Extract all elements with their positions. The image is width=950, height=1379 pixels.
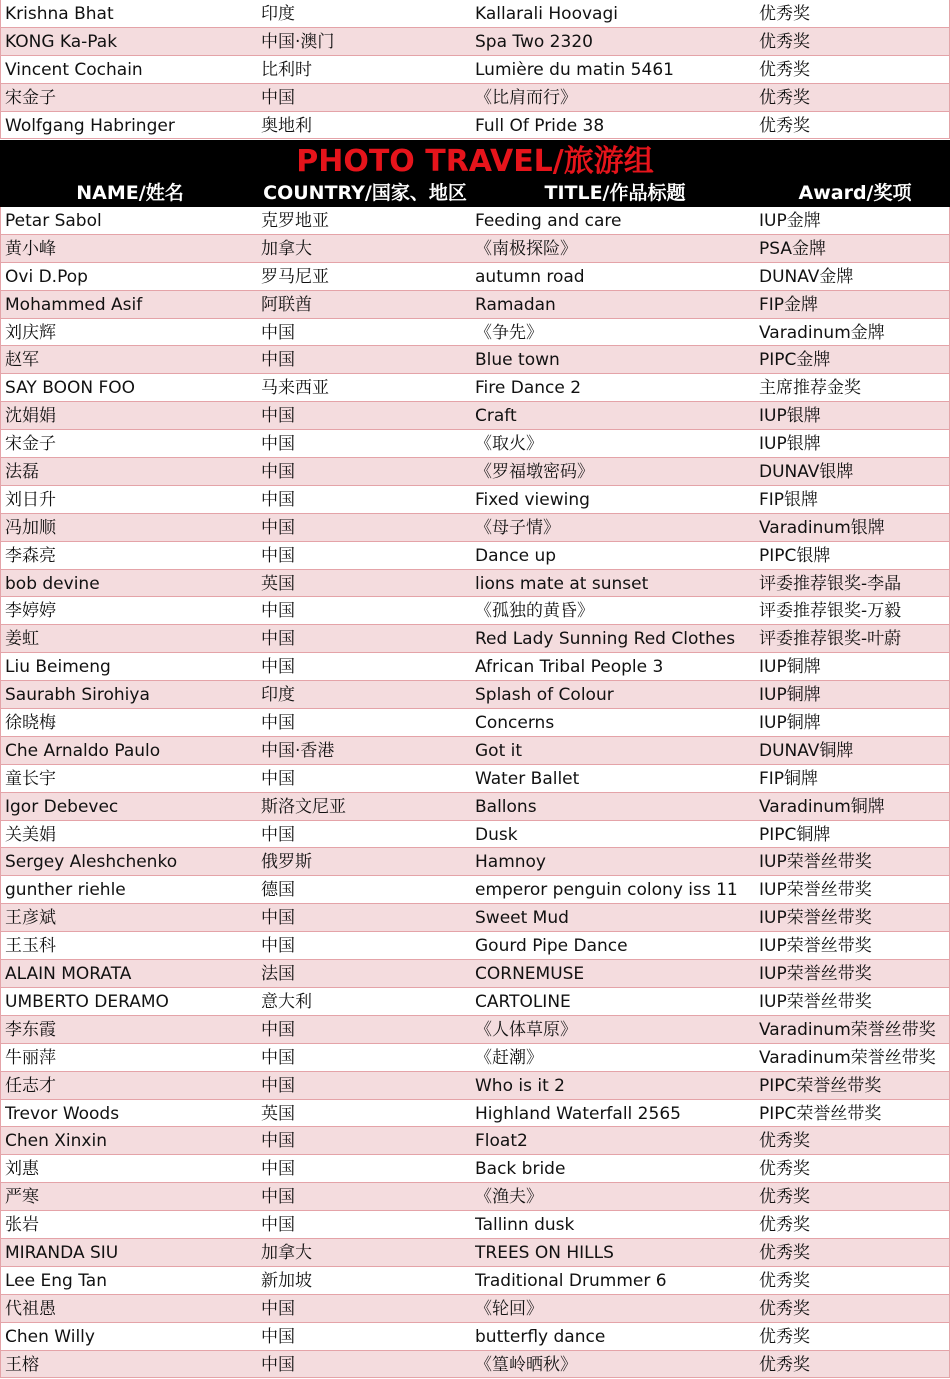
cell-award: PSA金牌	[759, 238, 826, 259]
cell-name: 童长宇	[5, 768, 56, 789]
cell-name: 严寒	[5, 1187, 39, 1208]
cell-award: 优秀奖	[759, 4, 810, 24]
cell-award: IUP金牌	[759, 211, 821, 231]
column-header-country: COUNTRY/国家、地区	[263, 182, 467, 204]
cell-name: Lee Eng Tan	[5, 1270, 107, 1291]
cell-name: ALAIN MORATA	[5, 964, 132, 985]
cell-country: 印度	[261, 4, 295, 24]
cell-country: 罗马尼亚	[261, 266, 329, 287]
table-row	[0, 904, 950, 932]
table-row	[0, 1072, 950, 1100]
table-row	[0, 932, 950, 960]
cell-award: 优秀奖	[759, 1298, 810, 1319]
cell-award: FIP银牌	[759, 489, 819, 510]
cell-award: DUNAV铜牌	[759, 740, 854, 761]
cell-country: 马来西亚	[261, 378, 329, 399]
table-row	[0, 625, 950, 653]
cell-title: 《孤独的黄昏》	[475, 601, 594, 622]
cell-name: 李东霞	[5, 1019, 56, 1040]
table-row	[0, 402, 950, 430]
cell-title: 《赶潮》	[475, 1047, 543, 1068]
table-row	[0, 793, 950, 821]
cell-title: Lumière du matin 5461	[475, 59, 674, 80]
cell-country: 中国	[261, 936, 295, 957]
table-row	[0, 84, 950, 112]
cell-title: 《罗福墩密码》	[475, 462, 594, 483]
cell-country: 中国	[261, 489, 295, 510]
table-row	[0, 1239, 950, 1267]
cell-name: UMBERTO DERAMO	[5, 991, 169, 1012]
cell-title: butterfly dance	[475, 1326, 606, 1347]
cell-country: 俄罗斯	[261, 852, 312, 873]
table-row	[0, 1295, 950, 1323]
cell-name: 姜虹	[5, 629, 39, 650]
table-row	[0, 514, 950, 542]
cell-title: lions mate at sunset	[475, 573, 649, 594]
cell-country: 法国	[261, 964, 295, 985]
cell-name: 牛丽萍	[5, 1047, 56, 1068]
cell-country: 中国	[261, 601, 295, 622]
cell-award: PIPC银牌	[759, 545, 831, 566]
cell-award: IUP荣誉丝带奖	[759, 936, 872, 957]
cell-title: Highland Waterfall 2565	[475, 1103, 681, 1124]
cell-country: 比利时	[261, 59, 312, 80]
cell-country: 中国	[261, 1215, 295, 1236]
table-row	[0, 681, 950, 709]
cell-award: IUP银牌	[759, 434, 821, 455]
cell-country: 中国	[261, 1159, 295, 1180]
cell-title: Red Lady Sunning Red Clothes	[475, 629, 736, 650]
table-row	[0, 263, 950, 291]
cell-country: 中国	[261, 434, 295, 455]
cell-title: Fixed viewing	[475, 489, 590, 510]
cell-title: Sweet Mud	[475, 908, 569, 929]
cell-title: Full Of Pride 38	[475, 115, 605, 136]
cell-name: 法磊	[5, 462, 39, 483]
cell-title: Gourd Pipe Dance	[475, 936, 628, 957]
cell-title: Tallinn dusk	[475, 1215, 575, 1236]
cell-award: IUP荣誉丝带奖	[759, 908, 872, 929]
cell-name: Petar Sabol	[5, 211, 102, 231]
cell-country: 中国·澳门	[261, 31, 335, 52]
cell-country: 意大利	[261, 991, 312, 1012]
cell-title: Hamnoy	[475, 852, 546, 873]
cell-name: 徐晓梅	[5, 713, 56, 734]
table-row	[0, 765, 950, 793]
cell-name: 王榕	[5, 1354, 39, 1375]
cell-award: 主席推荐金奖	[759, 378, 861, 399]
cell-name: 关美娟	[5, 824, 56, 845]
cell-name: 王玉科	[5, 936, 56, 957]
cell-name: 李森亮	[5, 545, 56, 566]
cell-name: 任志才	[5, 1075, 56, 1096]
cell-award: 优秀奖	[759, 1242, 810, 1263]
cell-country: 中国	[261, 1326, 295, 1347]
cell-title: Dusk	[475, 824, 518, 845]
table-row	[0, 597, 950, 625]
cell-country: 奥地利	[261, 115, 312, 136]
table-row	[0, 542, 950, 570]
cell-award: 评委推荐银奖-叶蔚	[759, 629, 902, 650]
cell-award: IUP荣誉丝带奖	[759, 991, 872, 1012]
cell-award: DUNAV金牌	[759, 266, 854, 287]
cell-title: 《母子情》	[475, 517, 560, 538]
cell-award: 优秀奖	[759, 1270, 810, 1291]
cell-title: Spa Two 2320	[475, 31, 593, 52]
cell-award: DUNAV银牌	[759, 462, 854, 483]
cell-title: 《比肩而行》	[475, 87, 577, 108]
cell-name: 张岩	[5, 1215, 39, 1236]
cell-award: IUP荣誉丝带奖	[759, 852, 872, 873]
table-row	[0, 458, 950, 486]
cell-award: 优秀奖	[759, 31, 810, 52]
cell-country: 中国	[261, 1075, 295, 1096]
table-row	[0, 570, 950, 598]
table-row	[0, 848, 950, 876]
cell-name: Che Arnaldo Paulo	[5, 740, 161, 761]
cell-title: Back bride	[475, 1159, 566, 1180]
table-row	[0, 1211, 950, 1239]
cell-country: 中国	[261, 87, 295, 108]
table-row	[0, 56, 950, 84]
cell-award: 优秀奖	[759, 1326, 810, 1347]
cell-name: KONG Ka-Pak	[5, 31, 118, 52]
cell-title: 《人体草原》	[475, 1019, 577, 1040]
cell-title: 《南极探险》	[475, 238, 577, 259]
table-row	[0, 737, 950, 765]
cell-title: 《取火》	[475, 434, 543, 455]
cell-title: Water Ballet	[475, 768, 580, 789]
cell-country: 加拿大	[261, 1242, 312, 1263]
cell-award: IUP铜牌	[759, 657, 821, 678]
cell-name: 李婷婷	[5, 601, 56, 622]
cell-name: 沈娟娟	[5, 406, 56, 427]
table-row	[0, 988, 950, 1016]
cell-title: Ramadan	[475, 294, 556, 315]
cell-country: 中国	[261, 629, 295, 650]
cell-name: 赵军	[5, 350, 39, 371]
cell-award: IUP银牌	[759, 406, 821, 427]
cell-title: Splash of Colour	[475, 685, 614, 706]
cell-name: 刘惠	[5, 1159, 39, 1180]
cell-name: Krishna Bhat	[5, 4, 114, 24]
table-row	[0, 709, 950, 737]
cell-award: PIPC荣誉丝带奖	[759, 1103, 882, 1124]
cell-country: 克罗地亚	[261, 211, 329, 231]
cell-award: 优秀奖	[759, 1159, 810, 1180]
cell-title: Kallarali Hoovagi	[475, 4, 618, 24]
cell-country: 中国	[261, 1047, 295, 1068]
cell-title: African Tribal People 3	[475, 657, 664, 678]
cell-name: Wolfgang Habringer	[5, 115, 175, 136]
column-header-name: NAME/姓名	[76, 182, 184, 204]
cell-title: autumn road	[475, 266, 585, 287]
cell-country: 中国	[261, 908, 295, 929]
cell-country: 中国·香港	[261, 740, 335, 761]
cell-title: CARTOLINE	[475, 991, 571, 1012]
cell-country: 中国	[261, 462, 295, 483]
cell-country: 英国	[261, 1103, 295, 1124]
table-row	[0, 346, 950, 374]
cell-name: Liu Beimeng	[5, 657, 111, 678]
cell-title: Got it	[475, 740, 523, 761]
cell-country: 中国	[261, 406, 295, 427]
cell-title: Traditional Drummer 6	[475, 1270, 667, 1291]
cell-country: 中国	[261, 1187, 295, 1208]
cell-award: 优秀奖	[759, 1354, 810, 1375]
cell-name: Mohammed Asif	[5, 294, 143, 315]
table-row	[0, 207, 950, 235]
table-row	[0, 821, 950, 849]
cell-award: 优秀奖	[759, 1187, 810, 1208]
cell-name: 王彦斌	[5, 908, 56, 929]
cell-name: bob devine	[5, 573, 100, 594]
table-row	[0, 1100, 950, 1128]
cell-country: 斯洛文尼亚	[261, 796, 346, 817]
cell-name: 宋金子	[5, 87, 56, 108]
cell-award: 评委推荐银奖-李晶	[759, 573, 902, 594]
cell-title: 《篁岭晒秋》	[475, 1354, 577, 1375]
cell-award: 优秀奖	[759, 1215, 810, 1236]
cell-award: 优秀奖	[759, 59, 810, 80]
cell-name: SAY BOON FOO	[5, 378, 135, 399]
cell-country: 中国	[261, 1298, 295, 1319]
table-row	[0, 1155, 950, 1183]
cell-award: Varadinum荣誉丝带奖	[759, 1019, 936, 1040]
cell-country: 新加坡	[261, 1270, 312, 1291]
cell-award: IUP铜牌	[759, 685, 821, 706]
cell-title: Craft	[475, 406, 517, 427]
table-row	[0, 1127, 950, 1155]
cell-country: 中国	[261, 350, 295, 371]
cell-name: Trevor Woods	[5, 1103, 120, 1124]
cell-award: FIP金牌	[759, 294, 819, 315]
cell-name: Chen Willy	[5, 1326, 95, 1347]
cell-name: MIRANDA SIU	[5, 1242, 119, 1263]
table-row	[0, 1351, 950, 1379]
table-row	[0, 235, 950, 263]
cell-name: Saurabh Sirohiya	[5, 685, 150, 706]
cell-name: Igor Debevec	[5, 796, 119, 817]
cell-name: 黄小峰	[5, 238, 56, 259]
table-row	[0, 486, 950, 514]
cell-country: 中国	[261, 824, 295, 845]
table-row	[0, 1016, 950, 1044]
cell-name: Ovi D.Pop	[5, 266, 88, 287]
cell-award: 优秀奖	[759, 115, 810, 136]
cell-name: Vincent Cochain	[5, 59, 143, 80]
cell-award: 优秀奖	[759, 1131, 810, 1152]
section-title: PHOTO TRAVEL/旅游组	[296, 144, 654, 179]
table-row	[0, 430, 950, 458]
cell-title: Ballons	[475, 796, 537, 817]
cell-country: 德国	[261, 880, 295, 901]
cell-title: Who is it 2	[475, 1075, 565, 1096]
table-row	[0, 291, 950, 319]
table-row	[0, 0, 950, 28]
cell-name: gunther riehle	[5, 880, 126, 901]
cell-title: TREES ON HILLS	[475, 1242, 614, 1263]
table-row	[0, 112, 950, 140]
cell-award: PIPC金牌	[759, 350, 831, 371]
table-row	[0, 28, 950, 56]
cell-title: Feeding and care	[475, 211, 622, 231]
previous-section-rows	[0, 0, 950, 139]
cell-title: CORNEMUSE	[475, 964, 585, 985]
cell-country: 中国	[261, 1019, 295, 1040]
cell-name: 刘日升	[5, 489, 56, 510]
cell-name: 宋金子	[5, 434, 56, 455]
cell-country: 中国	[261, 1354, 295, 1375]
cell-award: PIPC铜牌	[759, 824, 831, 845]
cell-award: 评委推荐银奖-万毅	[759, 601, 902, 622]
cell-country: 中国	[261, 322, 295, 343]
cell-country: 印度	[261, 685, 295, 706]
cell-country: 中国	[261, 1131, 295, 1152]
cell-award: IUP铜牌	[759, 713, 821, 734]
cell-title: emperor penguin colony iss 11	[475, 880, 738, 901]
table-row	[0, 1183, 950, 1211]
cell-name: Sergey Aleshchenko	[5, 852, 178, 873]
cell-title: Dance up	[475, 545, 557, 566]
section-header	[0, 140, 950, 207]
cell-award: PIPC荣誉丝带奖	[759, 1075, 882, 1096]
cell-award: FIP铜牌	[759, 768, 819, 789]
cell-country: 阿联酋	[261, 294, 312, 315]
table-row	[0, 1044, 950, 1072]
cell-country: 中国	[261, 768, 295, 789]
travel-section-rows	[0, 207, 950, 1378]
table-row	[0, 319, 950, 347]
cell-name: 代祖愚	[5, 1298, 56, 1319]
table-row	[0, 653, 950, 681]
table-row	[0, 374, 950, 402]
cell-award: IUP荣誉丝带奖	[759, 880, 872, 901]
column-header-title: TITLE/作品标题	[544, 182, 686, 204]
cell-title: Concerns	[475, 713, 555, 734]
cell-country: 英国	[261, 573, 295, 594]
cell-award: Varadinum荣誉丝带奖	[759, 1047, 936, 1068]
cell-name: 冯加顺	[5, 517, 56, 538]
cell-award: Varadinum金牌	[759, 322, 885, 343]
cell-title: Fire Dance 2	[475, 378, 582, 399]
table-row	[0, 1267, 950, 1295]
cell-title: 《争先》	[475, 322, 543, 343]
cell-name: Chen Xinxin	[5, 1131, 107, 1152]
cell-country: 中国	[261, 545, 295, 566]
cell-country: 中国	[261, 657, 295, 678]
cell-title: Blue town	[475, 350, 560, 371]
cell-country: 中国	[261, 517, 295, 538]
table-row	[0, 960, 950, 988]
cell-title: 《轮回》	[475, 1298, 543, 1319]
cell-country: 中国	[261, 713, 295, 734]
cell-award: Varadinum铜牌	[759, 796, 885, 817]
table-row	[0, 876, 950, 904]
cell-award: IUP荣誉丝带奖	[759, 964, 872, 985]
cell-award: Varadinum银牌	[759, 517, 885, 538]
table-row	[0, 1323, 950, 1351]
column-header-award: Award/奖项	[798, 182, 912, 204]
cell-title: Float2	[475, 1131, 528, 1152]
cell-country: 加拿大	[261, 238, 312, 259]
cell-name: 刘庆辉	[5, 322, 56, 343]
cell-title: 《渔夫》	[475, 1187, 543, 1208]
cell-award: 优秀奖	[759, 87, 810, 108]
